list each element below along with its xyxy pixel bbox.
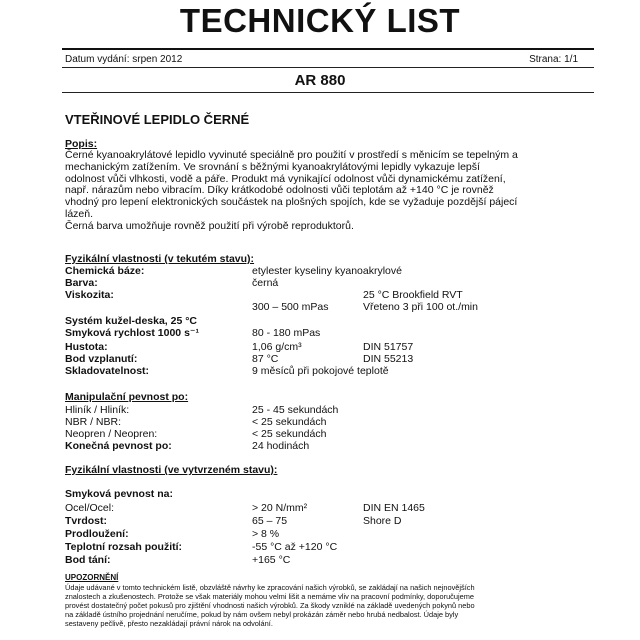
notice-line: Údaje udávané v tomto technickém listě, obzvláště návrhy ke zpracování našich výrobků, se zakládají na našich nejnovějších xyxy=(65,583,475,592)
cured-label: Prodloužení: xyxy=(65,528,129,540)
handling-row xyxy=(65,428,595,440)
property-label: Hustota: xyxy=(65,341,108,353)
description-line: lázeň. xyxy=(65,207,94,220)
code-divider xyxy=(62,92,594,93)
description-line: např. nárazům nebo vibracím. Díky krátkodobé odolnosti vůči teplotám až +140 °C je rovněž xyxy=(65,184,494,197)
cured-row xyxy=(65,554,595,566)
property-row xyxy=(65,301,595,313)
cured-value: -55 °C až +120 °C xyxy=(252,541,338,553)
cured-row xyxy=(65,515,595,527)
cured-row xyxy=(65,541,595,553)
description-line: mechanickým zatížením. Ve srovnání s běžnými kyanoakrylátovými lepidly vykazuje lepší xyxy=(65,160,480,173)
issue-date: Datum vydání: srpen 2012 xyxy=(65,54,183,65)
cured-value: 65 – 75 xyxy=(252,515,288,527)
cured-label: Ocel/Ocel: xyxy=(65,502,115,514)
cured-row xyxy=(65,528,595,540)
page-number: Strana: 1/1 xyxy=(529,54,578,65)
description-line: odolnost vůči vlhkosti, vodě a páře. Produkt má vynikající odolnost vůči dynamickému zatížení, xyxy=(65,172,506,185)
property-row xyxy=(65,265,595,277)
cured-value: +165 °C xyxy=(252,554,291,566)
title-divider xyxy=(62,48,594,50)
property-label: Skladovatelnost: xyxy=(65,365,150,377)
cured-label: Bod tání: xyxy=(65,554,111,566)
handling-label: Hliník / Hliník: xyxy=(65,404,130,416)
description-line: vhodný pro lepení elektronických součástek na plošných spojích, kde se vyžaduje pozdější pájecí xyxy=(65,196,518,209)
property-method: DIN 51757 xyxy=(363,341,414,353)
notice-line: znalostech a zkušenostech. Protože se však materiály mohou velmi lišit a nemáme vliv na pracovní podmínky, doporučujeme xyxy=(65,592,475,601)
cured-label: Tvrdost: xyxy=(65,515,107,527)
property-value: černá xyxy=(252,277,279,289)
product-name: VTEŘINOVÉ LEPIDLO ČERNÉ xyxy=(65,112,250,127)
property-method: Vřeteno 3 při 100 ot./min xyxy=(363,301,478,313)
notice-heading: UPOZORNĚNÍ xyxy=(65,573,119,582)
cured-row xyxy=(65,502,595,514)
property-label: Systém kužel-deska, 25 °C xyxy=(65,315,198,327)
document-title: TECHNICKÝ LIST xyxy=(179,2,461,39)
product-code: AR 880 xyxy=(294,72,346,89)
handling-value: 24 hodinách xyxy=(252,440,310,452)
property-row xyxy=(65,289,595,301)
notice-text xyxy=(65,583,565,628)
notice-line: sestaveny pečlivě, přesto nezakládají právní nárok na odvolání. xyxy=(65,619,273,628)
property-method: DIN 55213 xyxy=(363,353,414,365)
property-value: etylester kyseliny kyanoakrylové xyxy=(252,265,402,277)
notice-line: na základě ústního projednání neručíme, pokud by nám ovšem nebyl prokázán záměr nebo hrubá nedbalost. Údaje byly xyxy=(65,610,459,619)
cured-method: Shore D xyxy=(363,515,402,527)
meta-divider xyxy=(62,67,594,68)
property-label: Bod vzplanutí: xyxy=(65,353,138,365)
cured-value: > 8 % xyxy=(252,528,280,540)
property-label: Chemická báze: xyxy=(65,265,145,277)
handling-row xyxy=(65,416,595,428)
physical-cured-heading: Fyzikální vlastnosti (ve vytvrzeném stavu): xyxy=(65,464,278,476)
physical-liquid-heading: Fyzikální vlastnosti (v tekutém stavu): xyxy=(65,253,255,265)
property-row xyxy=(65,365,595,377)
property-label: Smyková rychlost 1000 s⁻¹ xyxy=(65,327,199,339)
property-row xyxy=(65,277,595,289)
property-value: 1,06 g/cm³ xyxy=(252,341,302,353)
cured-label: Teplotní rozsah použití: xyxy=(65,541,183,553)
description-line: Černá barva umožňuje rovněž použití při výrobě reproduktorů. xyxy=(65,219,354,232)
handling-value: < 25 sekundách xyxy=(252,428,327,440)
handling-label: Neopren / Neopren: xyxy=(65,428,158,440)
cured-label: Smyková pevnost na: xyxy=(65,488,173,500)
property-row xyxy=(65,327,595,339)
property-method: 25 °C Brookfield RVT xyxy=(363,289,463,301)
handling-value: < 25 sekundách xyxy=(252,416,327,428)
handling-label: NBR / NBR: xyxy=(65,416,122,428)
description-text xyxy=(65,150,585,233)
property-value: 300 – 500 mPas xyxy=(252,301,329,313)
handling-row xyxy=(65,404,595,416)
property-row xyxy=(65,353,595,365)
description-line: Černé kyanoakrylátové lepidlo vyvinuté speciálně pro použití v prostředí s měnicím se tepelným a xyxy=(65,149,518,161)
handling-heading: Manipulační pevnost po: xyxy=(65,391,189,403)
property-label: Viskozita: xyxy=(65,289,114,301)
property-value: 9 měsíců při pokojové teplotě xyxy=(252,365,389,377)
property-row xyxy=(65,341,595,353)
property-row xyxy=(65,315,595,327)
description-heading: Popis: xyxy=(65,138,98,150)
handling-label: Konečná pevnost po: xyxy=(65,440,172,452)
property-value: 80 - 180 mPas xyxy=(252,327,321,339)
handling-value: 25 - 45 sekundách xyxy=(252,404,339,416)
notice-line: provést dostatečný počet pokusů pro zjištění vhodnosti našich výrobků. Za škody vzniklé na základě uvedených pokynů nebo xyxy=(65,601,475,610)
property-value: 87 °C xyxy=(252,353,279,365)
property-label: Barva: xyxy=(65,277,98,289)
handling-row xyxy=(65,440,595,452)
cured-value: > 20 N/mm² xyxy=(252,502,308,514)
cured-row xyxy=(65,488,595,500)
cured-method: DIN EN 1465 xyxy=(363,502,425,514)
